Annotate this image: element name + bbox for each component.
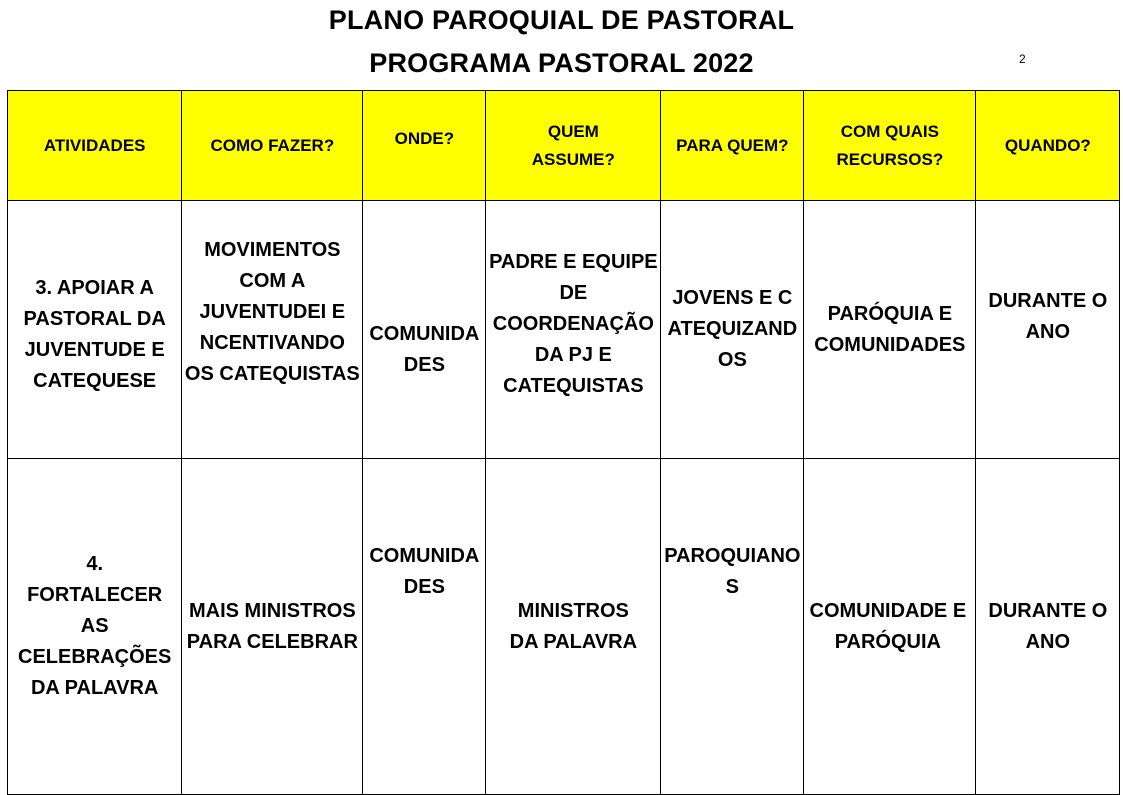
table-row — [8, 459, 1120, 795]
cell-atividades: 4. FORTALECER AS CELEBRAÇÕES DA PALAVRA — [8, 459, 182, 795]
header-quem-assume: QUEM ASSUME? — [486, 91, 661, 201]
page-number: 2 — [1019, 52, 1026, 66]
header-onde: ONDE? — [363, 91, 486, 201]
header-quando: QUANDO? — [976, 91, 1120, 201]
header-recursos: COM QUAIS RECURSOS? — [804, 91, 976, 201]
cell-quem-assume: PADRE E EQUIPE DE COORDENAÇÃO DA PJ E CATEQUISTAS — [486, 201, 661, 459]
cell-quem-assume: MINISTROS DA PALAVRA — [486, 459, 661, 795]
cell-recursos: PARÓQUIA E COMUNIDADES — [804, 201, 976, 459]
cell-atividades: 3. APOIAR A PASTORAL DA JUVENTUDE E CATEQUESE — [8, 201, 182, 459]
document-subtitle: PROGRAMA PASTORAL 2022 — [369, 48, 754, 78]
header-para-quem: PARA QUEM? — [661, 91, 804, 201]
cell-para-quem: PAROQUIANOS — [661, 459, 804, 795]
pastoral-plan-table — [7, 90, 1120, 795]
header-atividades: ATIVIDADES — [8, 91, 182, 201]
cell-como-fazer: MOVIMENTOS COM A JUVENTUDEI E NCENTIVANDO OS CATEQUISTAS — [182, 201, 363, 459]
document-title: PLANO PAROQUIAL DE PASTORAL — [328, 5, 795, 35]
cell-quando: DURANTE O ANO — [976, 459, 1120, 795]
table-row — [8, 201, 1120, 459]
cell-recursos: COMUNIDADE E PARÓQUIA — [804, 459, 976, 795]
cell-para-quem: JOVENS E CATEQUIZANDOS — [661, 201, 804, 459]
cell-quando: DURANTE O ANO — [976, 201, 1120, 459]
cell-onde: COMUNIDADES — [363, 201, 486, 459]
table-header-row — [8, 91, 1120, 201]
cell-onde: COMUNIDADES — [363, 459, 486, 795]
header-como-fazer: COMO FAZER? — [182, 91, 363, 201]
cell-como-fazer: MAIS MINISTROS PARA CELEBRAR — [182, 459, 363, 795]
